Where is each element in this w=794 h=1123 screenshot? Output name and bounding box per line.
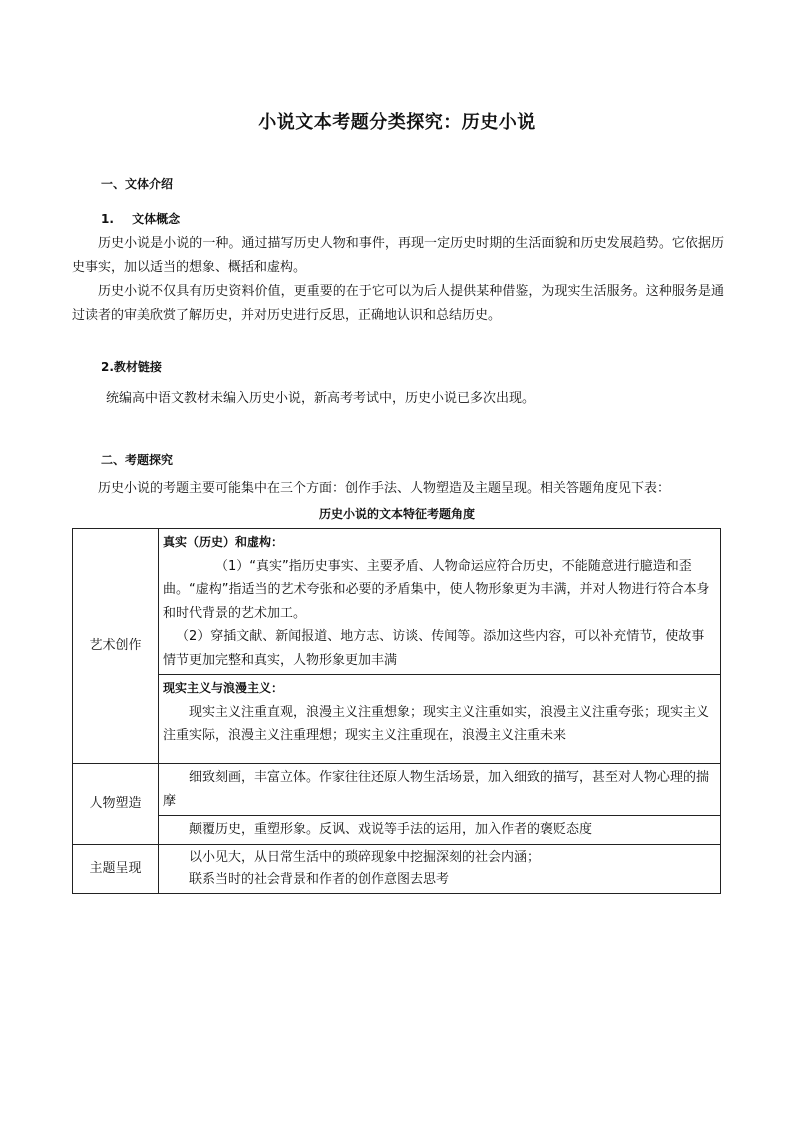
table-row [73,844,721,893]
cell-paragraph: （1）“真实”指历史事实、主要矛盾、人物命运应符合历史，不能随意进行臆造和歪曲。“虚构”指适当的艺术夸张和必要的矛盾集中，使人物形象更为丰满，并对人物进行符合本身和时代背景的艺术加工。 [163,558,710,621]
row-label-art-creation: 艺术创作 [73,529,159,764]
cell-paragraph: （2）穿插文献、新闻报道、地方志、访谈、传闻等。添加这些内容，可以补充情节，使故事情节更加完整和真实，人物形象更加丰满 [163,629,705,668]
row-label-character: 人物塑造 [73,764,159,845]
table-caption: 历史小说的文本特征考题角度 [318,507,475,521]
section-heading-genre-intro: 一、文体介绍 [101,177,174,191]
section-heading-exam: 二、考题探究 [101,453,174,467]
table-row [73,764,721,816]
table-row [73,675,721,764]
cell-paragraph: 以小见大，从日常生活中的琐碎现象中挖掘深刻的社会内涵； [189,849,541,865]
cell-heading-realism-romanticism: 现实主义与浪漫主义： [163,681,284,695]
paragraph-concept-2: 历史小说不仅具有历史资料价值，更重要的在于它可以为后人提供某种借鉴，为现实生活服务。这种服务是通过读者的审美欣赏了解历史，并对历史进行反思，正确地认识和总结历史。 [72,284,724,323]
subsection-number: 1. [101,212,114,226]
table-row [73,816,721,845]
row-label-theme: 主题呈现 [73,844,159,893]
table-cell-theme [159,844,721,893]
subsection-heading-concept [101,210,180,227]
table-cell-truth-fiction [159,529,721,675]
table-cell-character-detail [159,764,721,816]
page-title: 小说文本考题分类探究：历史小说 [258,112,536,133]
table-cell-realism-romanticism [159,675,721,764]
table-cell-character-subvert [159,816,721,845]
cell-heading-truth-fiction: 真实（历史）和虚构： [163,535,284,549]
cell-paragraph: 现实主义注重直观，浪漫主义注重想象；现实主义注重如实，浪漫主义注重夸张；现实主义注重实际，浪漫主义注重理想；现实主义注重现在，浪漫主义注重未来 [163,704,710,743]
cell-paragraph: 联系当时的社会背景和作者的创作意图去思考 [189,871,450,887]
subsection-heading-textbook: 2.教材链接 [101,360,162,374]
paragraph-exam-intro: 历史小说的考题主要可能集中在三个方面：创作手法、人物塑造及主题呈现。相关答题角度见下表： [98,481,671,496]
subsection-title: 文体概念 [132,212,181,226]
paragraph-textbook: 统编高中语文教材未编入历史小说，新高考考试中，历史小说已多次出现。 [106,391,536,406]
table-row [73,529,721,675]
paragraph-concept-1: 历史小说是小说的一种。通过描写历史人物和事件，再现一定历史时期的生活面貌和历史发展趋势。它依据历史事实，加以适当的想象、概括和虚构。 [72,236,724,275]
cell-paragraph: 颠覆历史，重塑形象。反讽、戏说等手法的运用，加入作者的褒贬态度 [189,822,593,837]
feature-table [72,528,721,894]
cell-paragraph: 细致刻画，丰富立体。作家往往还原人物生活场景，加入细致的描写，甚至对人物心理的揣摩 [163,770,710,809]
